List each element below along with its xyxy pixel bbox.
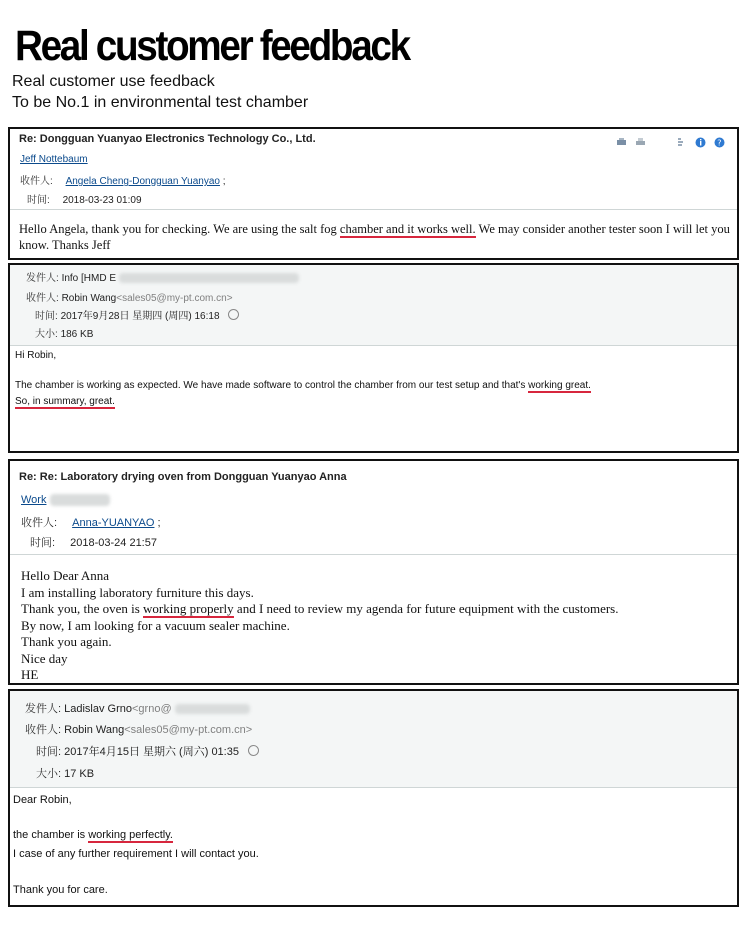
email-body-line: Thank you again.	[21, 634, 112, 649]
body-text: Thank you, the oven is	[21, 601, 144, 616]
email-body-line	[21, 601, 619, 617]
clock-icon	[248, 745, 259, 756]
from-label: 发件人:	[26, 273, 59, 284]
time-label: 时间:	[36, 746, 62, 758]
email-header	[10, 691, 737, 787]
email-card-4	[8, 689, 739, 907]
email-sender[interactable]: Work	[21, 494, 47, 506]
size-label: 大小:	[36, 768, 62, 780]
email-header	[10, 265, 737, 345]
email-body-line: By now, I am looking for a vacuum sealer machine.	[21, 618, 290, 633]
email-size-row	[36, 765, 94, 781]
to-value: Robin Wang	[64, 724, 125, 736]
email-card-3	[8, 459, 739, 685]
email-time-row	[36, 743, 259, 759]
email-body-line: I am installing laboratory furniture this days.	[21, 585, 254, 600]
size-value: 186 KB	[60, 329, 94, 340]
body-text: The chamber is working as expected. We have made software to control the chamber from our test setup and that's	[15, 380, 529, 391]
header-divider	[10, 787, 737, 788]
email-size-row	[35, 325, 93, 340]
email-time-row	[30, 534, 157, 550]
from-label: 发件人:	[25, 703, 62, 715]
email-body-line	[13, 829, 173, 841]
email-card-1	[8, 127, 739, 260]
redacted-text	[175, 704, 250, 714]
svg-text:?: ?	[717, 138, 722, 148]
clock-icon	[228, 309, 239, 320]
email-card-2	[8, 263, 739, 453]
print-icon[interactable]	[616, 137, 627, 148]
email-to-row	[20, 172, 226, 187]
email-body-line: Thank you for care.	[13, 884, 108, 896]
email-body-line: know. Thanks Jeff	[19, 238, 111, 252]
email-time-row	[35, 307, 239, 322]
highlight: working perfectly.	[88, 829, 173, 841]
email-body-line	[15, 396, 115, 407]
time-value: 2017年4月15日 星期六 (周六) 01:35	[64, 746, 239, 758]
printer-icon[interactable]	[635, 137, 646, 148]
body-text: the chamber is	[13, 829, 89, 841]
email-to-row	[25, 721, 252, 737]
email-header	[10, 129, 737, 209]
highlight: working properly	[143, 601, 234, 616]
time-label: 时间:	[27, 195, 50, 206]
email-body-line: I case of any further requirement I will contact you.	[13, 848, 259, 860]
redacted-text	[119, 273, 299, 283]
header-divider	[10, 554, 737, 555]
help-icon[interactable]	[714, 137, 725, 148]
email-subject: Re: Re: Laboratory drying oven from Dongguan Yuanyao Anna	[19, 471, 347, 483]
time-value: 2018-03-23 01:09	[62, 195, 142, 206]
email-sender-row	[21, 494, 110, 506]
email-time-row	[27, 191, 142, 206]
time-value: 2017年9月28日 星期四 (周四) 16:18	[60, 311, 220, 322]
email-greeting: Hi Robin,	[15, 350, 57, 361]
email-greeting: Dear Robin,	[13, 794, 72, 806]
to-label: 收件人:	[20, 176, 53, 187]
page-title: Real customer feedback	[15, 22, 409, 70]
to-email: <sales05@my-pt.com.cn>	[124, 724, 253, 736]
body-text: and I need to review my agenda for future equipment with the customers.	[233, 601, 619, 616]
highlight: working great.	[528, 380, 591, 391]
to-label: 收件人:	[26, 293, 59, 304]
email-to-row	[26, 289, 233, 304]
email-subject: Re: Dongguan Yuanyao Electronics Technology Co., Ltd.	[19, 133, 316, 145]
header-divider	[10, 209, 737, 210]
email-from-row	[25, 700, 250, 716]
email-sender[interactable]: Jeff Nottebaum	[20, 154, 88, 165]
email-body-line: HE	[21, 667, 39, 682]
email-body-line: Hello Dear Anna	[21, 568, 110, 583]
highlight: So, in summary, great.	[15, 396, 115, 407]
size-value: 17 KB	[64, 768, 95, 780]
email-body-line	[19, 222, 730, 237]
to-email: <sales05@my-pt.com.cn>	[116, 293, 233, 304]
email-toolbar	[616, 137, 725, 148]
size-label: 大小:	[35, 329, 58, 340]
email-body-line: Nice day	[21, 651, 68, 666]
time-label: 时间:	[35, 311, 58, 322]
from-value: Info [HMD E	[61, 273, 117, 284]
recipient-link[interactable]: Angela Cheng-Dongguan Yuanyao	[65, 176, 220, 187]
page-subtitle-2: To be No.1 in environmental test chamber	[12, 94, 309, 111]
tree-icon[interactable]	[676, 137, 687, 148]
to-suffix: ;	[157, 517, 161, 529]
body-text: Hello Angela, thank you for checking. We are using the salt fog	[19, 222, 340, 236]
to-label: 收件人:	[21, 517, 58, 529]
email-from-row	[26, 269, 299, 284]
header-divider	[10, 345, 737, 346]
info-icon[interactable]	[695, 137, 706, 148]
to-label: 收件人:	[25, 724, 62, 736]
redacted-text	[50, 494, 110, 506]
from-value: Ladislav Grno	[64, 703, 132, 715]
time-label: 时间:	[30, 537, 56, 549]
page-subtitle-1: Real customer use feedback	[12, 73, 215, 90]
recipient-link[interactable]: Anna-YUANYAO	[72, 517, 155, 529]
to-suffix: ;	[222, 176, 226, 187]
email-to-row	[21, 514, 161, 530]
body-text: We may consider another tester soon I will let you	[475, 222, 730, 236]
email-header	[10, 461, 737, 554]
highlight: chamber and it works well.	[339, 222, 476, 236]
email-body-line	[15, 380, 591, 391]
from-email: <grno@	[132, 703, 172, 715]
to-value: Robin Wang	[61, 293, 117, 304]
time-value: 2018-03-24 21:57	[70, 537, 157, 549]
